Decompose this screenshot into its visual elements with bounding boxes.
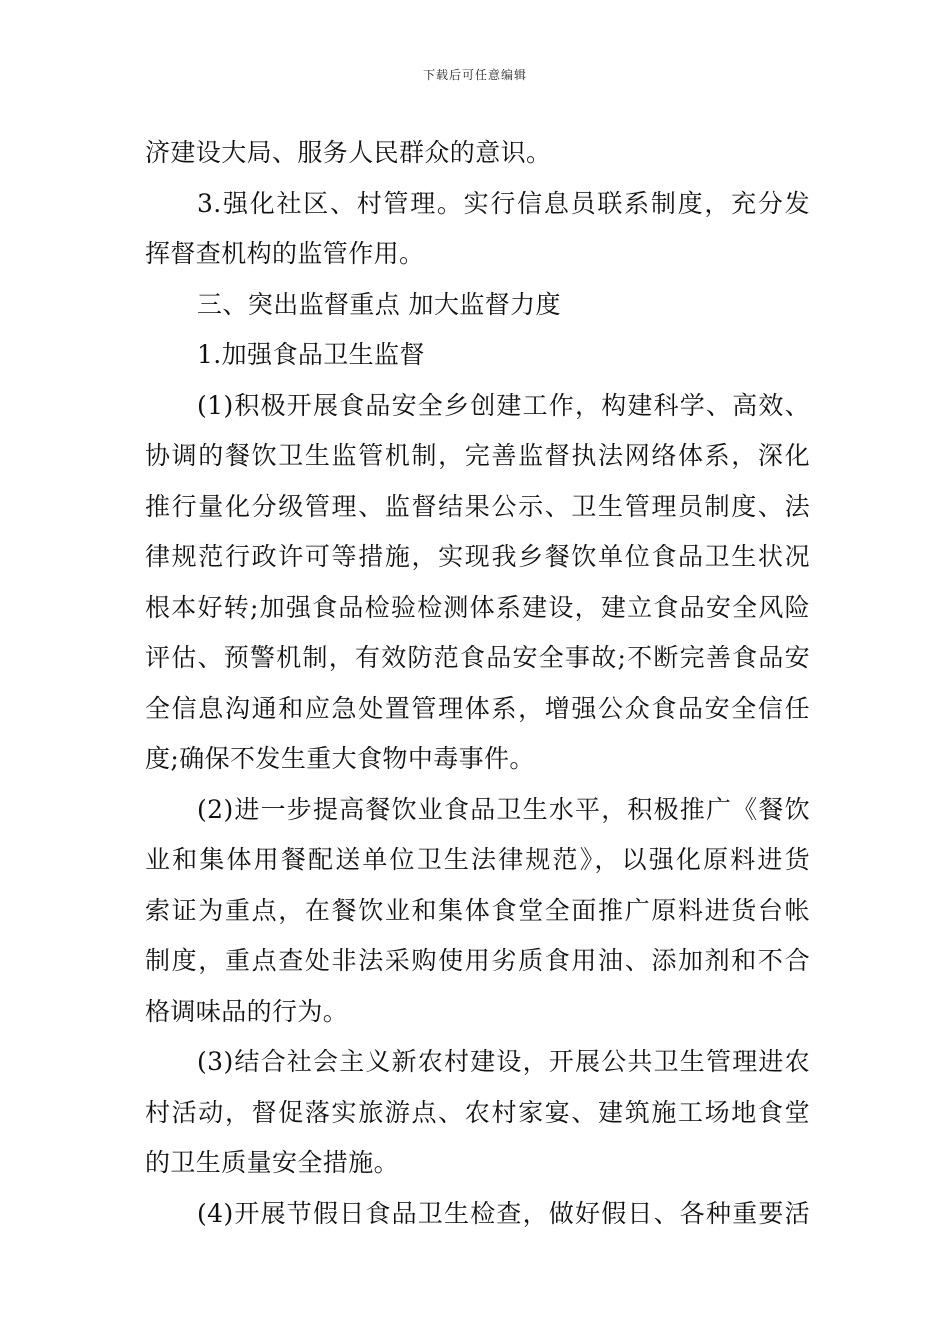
text-line: 1.加强食品卫生监督 [197, 340, 425, 369]
text-line: 根本好转;加强食品检验检测体系建设，建立食品安全风险 [145, 592, 810, 622]
paragraph [145, 1189, 810, 1240]
text-line: 律规范行政许可等措施，实现我乡餐饮单位食品卫生状况 [145, 542, 810, 571]
paragraph [145, 1037, 810, 1189]
text-line: 评估、预警机制，有效防范食品安全事故;不断完善食品安 [145, 643, 810, 672]
paragraph [145, 381, 810, 785]
paragraph [145, 179, 810, 280]
text-line: 挥督查机构的监管作用。 [145, 239, 425, 268]
text-line: (4)开展节假日食品卫生检查，做好假日、各种重要活 [197, 1198, 810, 1228]
text-line: (1)积极开展食品安全乡创建工作，构建科学、高效、 [197, 390, 810, 420]
text-line: (3)结合社会主义新农村建设，开展公共卫生管理进农 [197, 1047, 810, 1076]
text-line: 的卫生质量安全措施。 [145, 1148, 400, 1177]
text-line: 索证为重点，在餐饮业和集体食堂全面推广原料进货台帐 [145, 895, 810, 925]
text-line: 村活动，督促落实旅游点、农村家宴、建筑施工场地食堂 [145, 1097, 810, 1127]
text-line: 济建设大局、服务人民群众的意识。 [145, 138, 552, 167]
subsection-heading [145, 330, 810, 381]
text-line: 三、突出监督重点 加大监督力度 [197, 289, 561, 319]
text-line: 协调的餐饮卫生监管机制，完善监督执法网络体系，深化 [145, 441, 810, 470]
paragraph [145, 785, 810, 1038]
text-line: (2)进一步提高餐饮业食品卫生水平，积极推广《餐饮 [197, 794, 810, 824]
text-line: 全信息沟通和应急处置管理体系，增强公众食品安全信任 [145, 693, 810, 723]
paragraph [145, 128, 810, 179]
section-heading [145, 280, 810, 331]
text-line: 度;确保不发生重大食物中毒事件。 [145, 744, 535, 773]
text-line: 3.强化社区、村管理。实行信息员联系制度，充分发 [197, 188, 810, 218]
document-body [145, 128, 810, 1239]
text-line: 业和集体用餐配送单位卫生法律规范》，以强化原料进货 [145, 845, 810, 874]
text-line: 制度，重点查处非法采购使用劣质食用油、添加剂和不合 [145, 946, 810, 975]
text-line: 格调味品的行为。 [145, 996, 349, 1026]
header-note: 下载后可任意编辑 [422, 68, 527, 82]
text-line: 推行量化分级管理、监督结果公示、卫生管理员制度、法 [145, 491, 810, 521]
